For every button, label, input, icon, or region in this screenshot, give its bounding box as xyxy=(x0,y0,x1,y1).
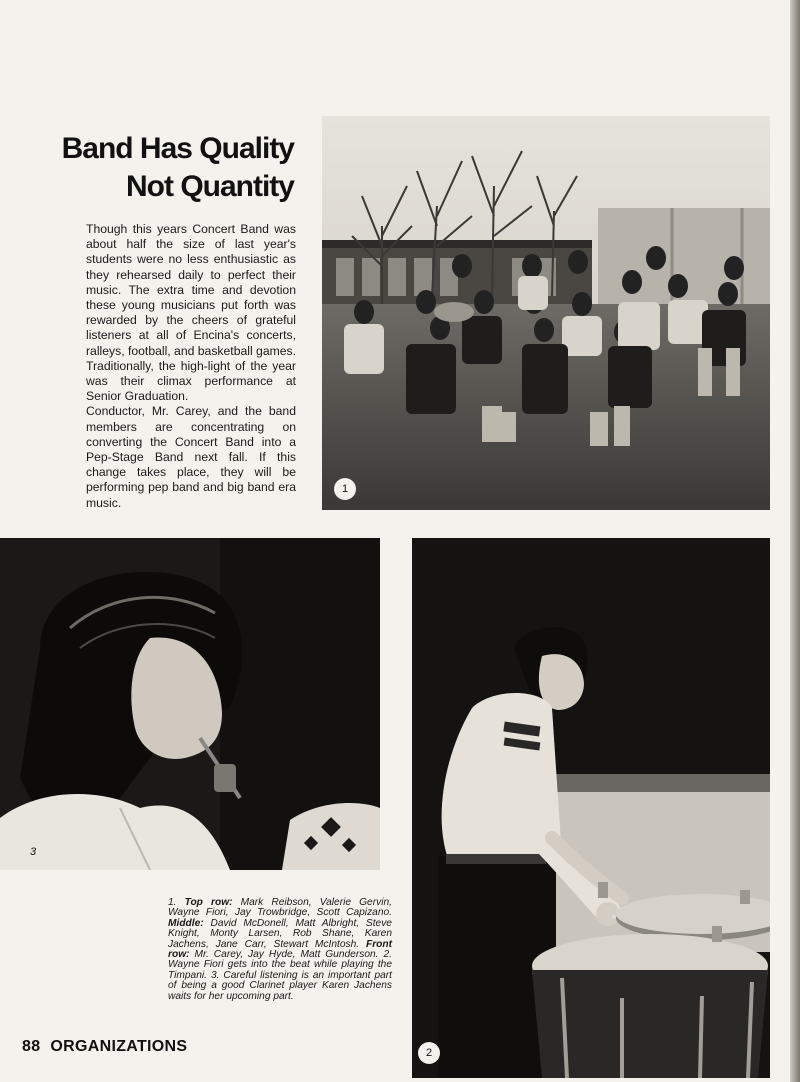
caption-item-1-number: 1. xyxy=(168,897,177,908)
caption-front-row-label: Front row: xyxy=(168,938,392,961)
headline-line-2: Not Quantity xyxy=(126,170,294,203)
photo-2-number: 2 xyxy=(418,1042,440,1064)
band-group-photo xyxy=(322,116,770,510)
article-paragraph-2: Conductor, Mr. Carey, and the band members are concentrating on converting the Concert Band into a Pep-Stage Band next fall. If this change takes place, they will be performing pep band and big band era music. xyxy=(86,404,296,510)
timpani-player-photo xyxy=(412,538,770,1078)
photo-1-number: 1 xyxy=(334,478,356,500)
headline xyxy=(62,130,294,206)
caption-middle-names: David McDonell, Matt Albright, Steve Knight, Monty Larsen, Rob Shane, Karen Jachens, Jane Carr, Stewart McIntosh. xyxy=(168,917,392,950)
caption-middle-label: Middle: xyxy=(168,917,204,929)
clarinet-player-photo xyxy=(0,538,380,870)
page-folio xyxy=(22,1038,187,1056)
caption-top-row-label: Top row: xyxy=(184,897,233,908)
caption-item-2: 2. Wayne Fiori gets into the beat while playing the Timpani. xyxy=(168,949,392,981)
section-name: ORGANIZATIONS xyxy=(50,1038,188,1055)
photo-3-number: 3 xyxy=(30,846,37,858)
headline-line-1: Band Has Quality xyxy=(61,132,294,165)
article-paragraph-1: Though this years Concert Band was about half the size of last year's students were no less enthusiastic as they rehearsed daily to perfect their music. The extra time and devotion these young musicians put forth was rewarded by the cheers of grateful listeners at all of Encina's concerts, ralleys, football, and basketball games. Traditionally, the high-light of the year was their climax performance at Senior Graduation. xyxy=(86,222,297,404)
page-number: 88 xyxy=(22,1038,41,1055)
page-edge-shadow xyxy=(790,0,800,1082)
caption-top-row-names: Mark Reibson, Valerie Gervin, Wayne Fiori, Jay Trowbridge, Scott Capizano. xyxy=(168,897,392,919)
caption-front-row-names: Mr. Carey, Jay Hyde, Matt Gunderson. xyxy=(194,949,379,961)
photo-caption xyxy=(168,898,392,1002)
caption-item-3: 3. Careful listening is an important part of being a good Clarinet player Karen Jachens waits for her upcoming part. xyxy=(168,969,392,1002)
article-body xyxy=(86,222,296,511)
